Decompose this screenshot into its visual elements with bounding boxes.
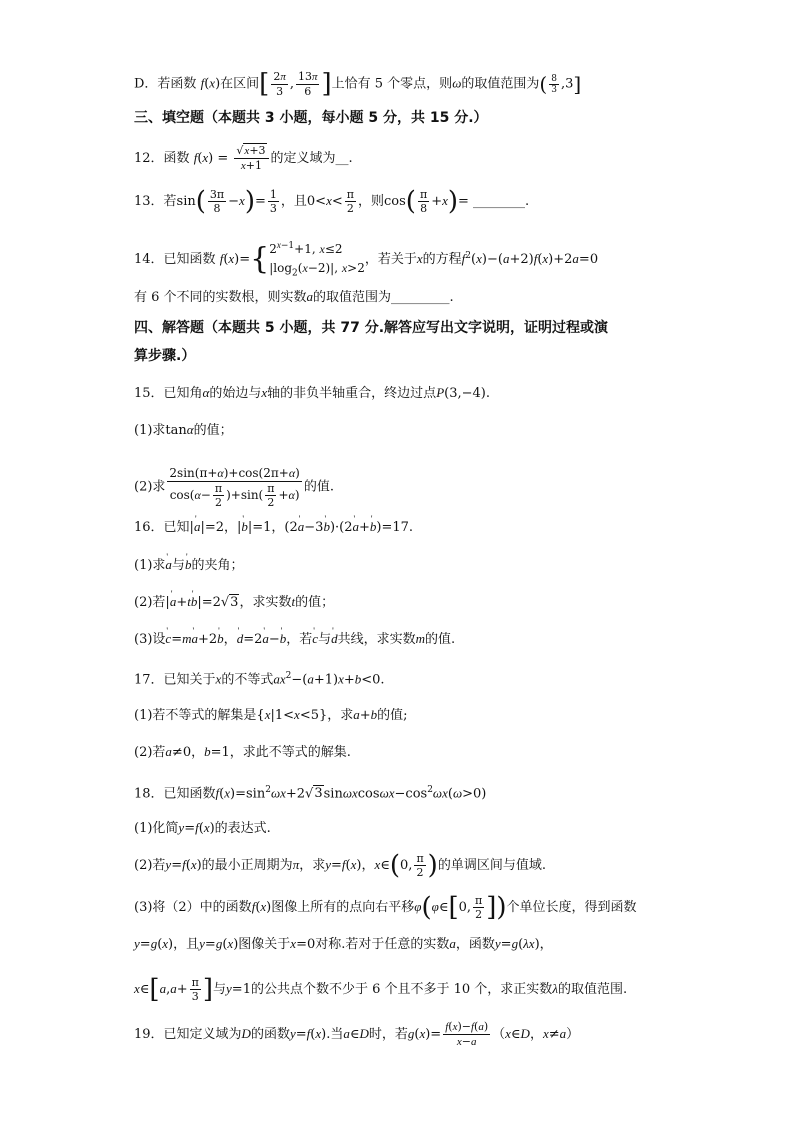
question-19: 19．已知定义域为D的函数y=f(x).当a∈D时，若g(x)= $\frac{f(x)-f(a)}{x-a}$ （x∈D，x≠a）: [134, 1020, 580, 1048]
question-16-part-1: (1)求' a与' b的夹角；: [134, 555, 694, 576]
question-18-part-3-line-2: y=g(x)，且y=g(x)图像关于x=0对称.若对于任意的实数a，函数y=g(λx)，: [134, 936, 553, 952]
question-17-part-2: (2)若a≠0，b=1，求此不等式的解集.: [134, 744, 351, 760]
question-17: 17．已知关于x的不等式$ax^2-(a+1)x+b<0$.: [134, 671, 385, 688]
question-15: 15．已知角α的始边与x轴的非负半轴重合，终边过点P(3,−4).: [134, 385, 490, 401]
question-15-part-1: (1)求tanα的值；: [134, 422, 233, 438]
question-18-part-3: (3)将（2）中的函数f(x)图像上所有的点向右平移φ(φ∈[0, $\frac{\pi}{2}$ ])个单位长度，得到函数: [134, 892, 637, 923]
question-13: 13．若sin( $\frac{3\pi}{8}$ −x)= $\frac{1}{3}$ ，且0<x< $\frac{\pi}{2}$ ，则cos( $\frac{\pi}{8}$ +x)= ________.: [134, 186, 530, 217]
question-18-part-1: (1)化简y=f(x)的表达式.: [134, 820, 271, 836]
section-4-heading: 四、解答题（本题共 5 小题，共 77 分.解答应写出文字说明，证明过程或演: [134, 320, 609, 336]
section-4-heading-cont: 算步骤.）: [134, 348, 196, 364]
question-15-part-2: (2)求 2sin(π+α)+cos(2π+α) cos(α− $\frac{\pi}{2}$ )+sin( $\frac{\pi}{2}$ +α) 的值.: [134, 466, 334, 509]
question-14-continued: 有 6 个不同的实数根，则实数a的取值范围为_________.: [134, 289, 454, 305]
question-18-part-3-line-3: x∈[a,a+ $\frac{\pi}{3}$ ]与y=1的公共点个数不少于 6 个且不多于 10 个，求正实数λ的取值范围.: [134, 974, 628, 1005]
section-3-heading: 三、填空题（本题共 3 小题，每小题 5 分，共 15 分.）: [134, 110, 488, 126]
question-18: 18．已知函数$f(x)=\sin^2\omega x+2√3\sin\omega xcos\omega x-\cos^2\omega x(\omega>0)$: [134, 785, 487, 802]
question-16: 16．已知|' a|=2，|' b|=1，(2' a−3' b)·(2' a+' b)=17.: [134, 517, 694, 538]
question-14: 14．已知函数 f(x)={ $2^{x-1}+1$, x≤2 $|\log_2(x-2)|$, x>2 ，若关于x的方程$f^2(x)-(a+2)f(x)+2a=0$: [134, 240, 599, 279]
question-16-part-2: (2)若|' a+t' b|=2√3，求实数t的值；: [134, 592, 694, 613]
question-18-part-2: (2)若y=f(x)的最小正周期为π，求y=f(x)，x∈(0, $\frac{\pi}{2}$ )的单调区间与值域.: [134, 850, 546, 881]
question-12: 12．函数 f(x) = $\frac{√x+3}{x+1}$ 的定义域为__.: [134, 144, 353, 172]
question-17-part-1: (1)若不等式的解集是{x|1<x<5}，求a+b的值;: [134, 707, 408, 723]
option-d: D．若函数 f(x)在区间[ $\frac{2\pi}{3}$ , $\frac{13\pi}{6}$ ]上恰有 5 个零点，则ω的取值范围为( $\frac{8}{3}$ ,3]: [134, 69, 582, 99]
question-16-part-3: (3)设' c=m' a+2' b，' d=2' a−' b，若' c与' d共线，求实数m的值.: [134, 629, 694, 650]
